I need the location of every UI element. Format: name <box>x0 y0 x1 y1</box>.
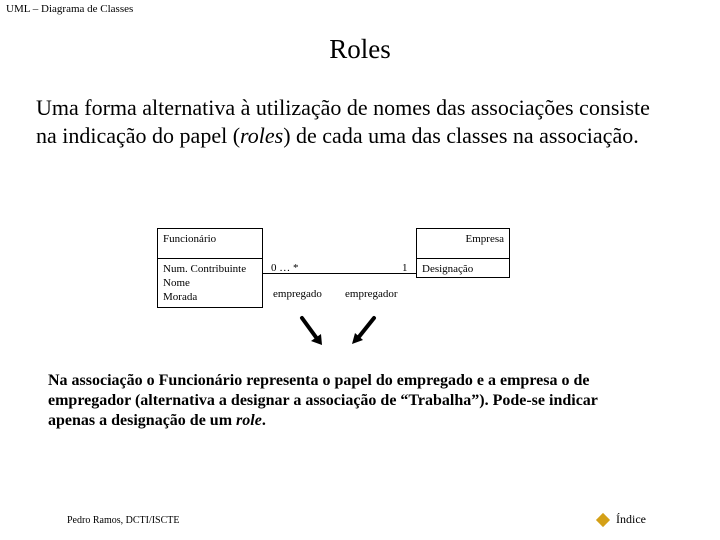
class-funcionario-attributes <box>158 259 262 307</box>
role-label-empregado: empregado <box>273 288 322 300</box>
class-funcionario <box>157 228 263 308</box>
multiplicity-right: 1 <box>402 262 408 274</box>
arrow-down-left-icon <box>352 318 374 344</box>
intro-text-before: Uma forma alternativa à utilização de nomes das associações consiste na indicação do papel ( <box>36 95 650 148</box>
intro-text-after: ) de cada uma das classes na associação. <box>283 123 639 148</box>
class-funcionario-name: Funcionário <box>158 229 262 259</box>
attribute-item: Nome <box>163 277 190 289</box>
arrow-down-right-icon <box>302 318 322 345</box>
role-label-empregador: empregador <box>345 288 398 300</box>
index-link-label[interactable]: Índice <box>616 512 646 526</box>
footer-author: Pedro Ramos, DCTI/ISCTE <box>67 515 180 526</box>
note-text-after: . <box>261 412 266 429</box>
attribute-item: Num. Contribuinte <box>163 263 247 275</box>
intro-text-emphasis: roles <box>240 123 284 148</box>
class-empresa-attributes <box>417 259 509 279</box>
slide-header: UML – Diagrama de Classes <box>6 3 134 15</box>
attribute-item: Designação <box>422 263 474 275</box>
note-text-before: Na associação o Funcionário representa o papel do empregado e a empresa o de empregador (alternativa a designar a associação de “Trabalha”). Pode-se indicar apenas a designação de um <box>48 372 598 429</box>
slide-title: Roles <box>329 34 391 64</box>
explanation-note <box>48 371 648 431</box>
multiplicity-left: 0 … * <box>271 262 299 274</box>
index-link[interactable] <box>598 512 646 527</box>
intro-paragraph <box>36 94 676 150</box>
attribute-item: Morada <box>163 291 198 303</box>
class-empresa-name: Empresa <box>417 229 509 259</box>
note-text-emphasis: role <box>236 412 262 429</box>
diamond-icon <box>596 512 610 526</box>
pointer-arrows <box>290 310 390 350</box>
class-empresa <box>416 228 510 278</box>
